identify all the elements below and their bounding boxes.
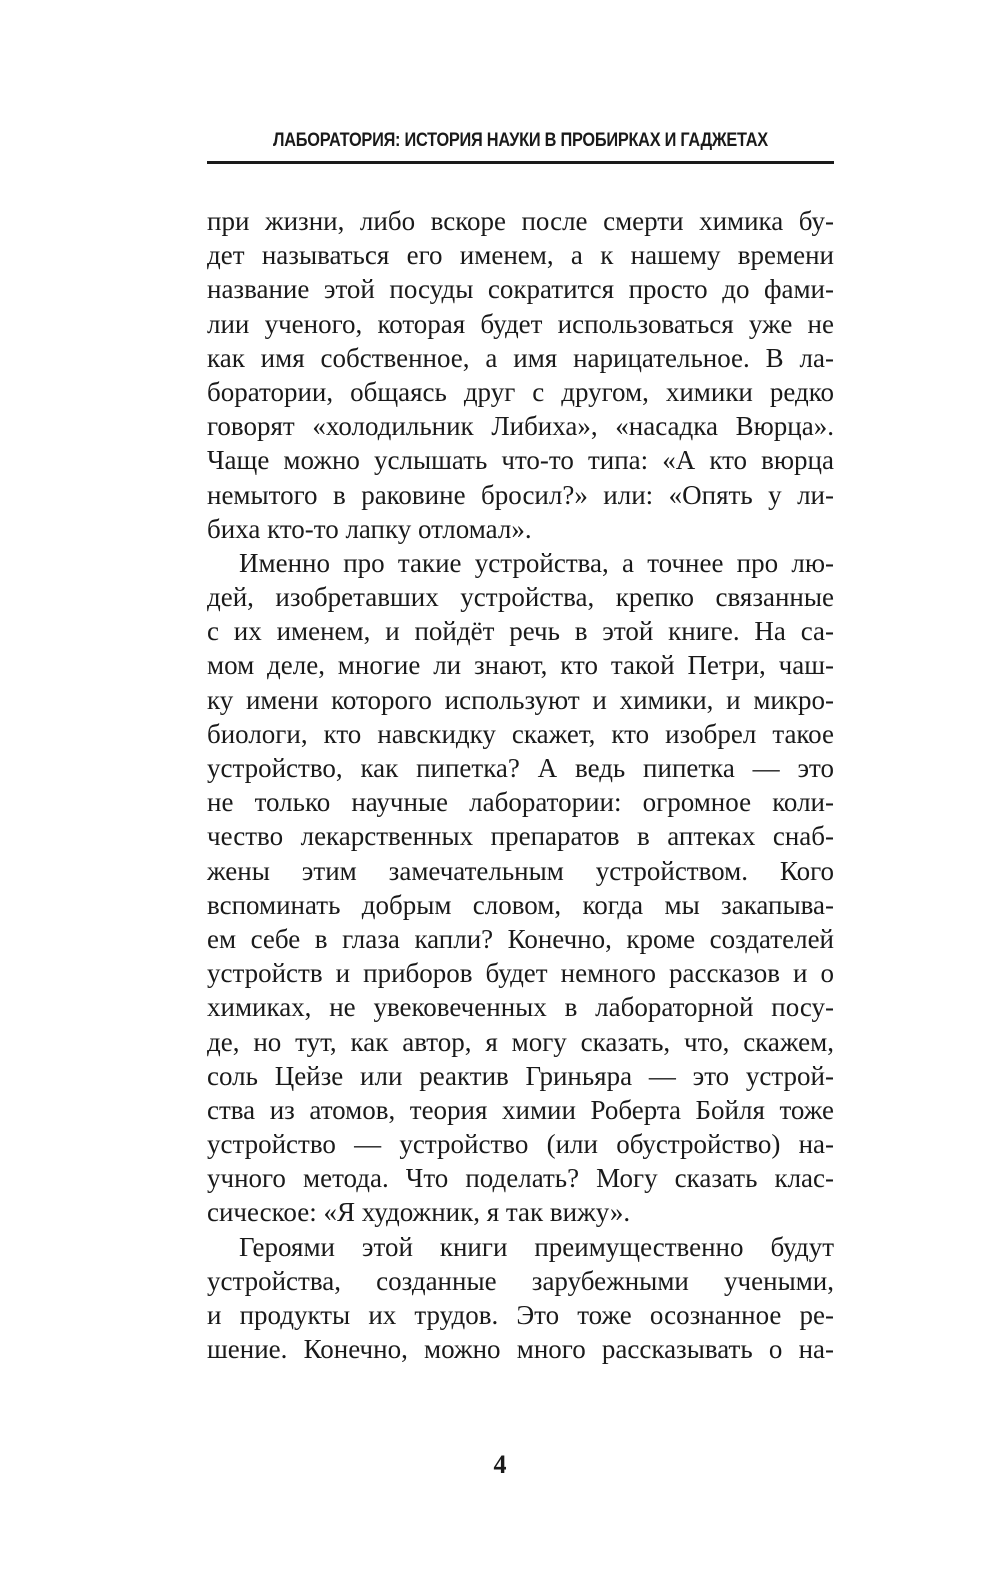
text-line: сическое: «Я художник, я так вижу». [207, 1197, 631, 1228]
text-line: Именно про такие устройства, а точнее про лю- [239, 547, 834, 578]
text-line: и продукты их трудов. Это тоже осознанное ре- [207, 1300, 834, 1330]
text-line: при жизни, либо вскоре после смерти химика бу- [207, 206, 834, 236]
text-line: устройств и приборов будет немного рассказов и о [207, 958, 834, 989]
text-line: немытого в раковине бросил?» или: «Опять у ли- [207, 479, 834, 510]
text-line: соль Цейзе или реактив Гриньяра — это устрой- [207, 1060, 834, 1091]
text-line: учного метода. Что поделать? Могу сказать клас- [207, 1163, 834, 1194]
text-line: шение. Конечно, можно много рассказывать о на- [207, 1334, 834, 1365]
text-line: ства из атомов, теория химии Роберта Бойля тоже [207, 1094, 834, 1125]
text-line: Героями этой книги преимущественно будут [239, 1231, 834, 1262]
text-line: устройства, созданные зарубежными учеными, [207, 1265, 834, 1296]
page-number: 4 [493, 1450, 507, 1479]
text-line: говорят «холодильник Либиха», «насадка Вюрца». [207, 411, 834, 442]
text-line: лии ученого, которая будет использоваться уже не [207, 308, 834, 339]
text-line: ем себе в глаза капли? Конечно, кроме создателей [207, 923, 834, 954]
header-rule [207, 161, 834, 164]
text-line: дей, изобретавших устройства, крепко связанные [207, 582, 834, 613]
text-line: Чаще можно услышать что-то типа: «А кто вюрца [207, 445, 834, 476]
text-line: ку имени которого используют и химики, и микро- [207, 684, 834, 715]
text-line: жены этим замечательным устройством. Кого [207, 855, 834, 886]
body-text [207, 204, 834, 1366]
text-line: устройство, как пипетка? А ведь пипетка — это [207, 753, 834, 783]
text-line: боратории, общаясь друг с другом, химики редко [207, 376, 834, 407]
text-line: химиках, не увековеченных в лабораторной посу- [207, 992, 834, 1023]
text-line: с их именем, и пойдёт речь в этой книге. На са- [207, 616, 834, 647]
text-line: дет называться его именем, а к нашему времени [207, 240, 834, 271]
text-line: биха кто-то лапку отломал». [207, 513, 532, 544]
text-line: не только научные лаборатории: огромное коли- [207, 787, 834, 818]
running-header: ЛАБОРАТОРИЯ: ИСТОРИЯ НАУКИ В ПРОБИРКАХ И ГАДЖЕТАХ [273, 130, 768, 151]
text-line: устройство — устройство (или обустройство) на- [207, 1129, 834, 1160]
text-line: как имя собственное, а имя нарицательное. В ла- [207, 342, 834, 373]
text-line: чество лекарственных препаратов в аптеках снаб- [207, 821, 834, 852]
text-line: название этой посуды сократится просто до фами- [207, 274, 834, 305]
text-line: биологи, кто навскидку скажет, кто изобрел такое [207, 718, 834, 749]
text-line: мом деле, многие ли знают, кто такой Петри, чаш- [207, 650, 834, 681]
text-line: де, но тут, как автор, я могу сказать, что, скажем, [207, 1026, 834, 1057]
text-line: вспоминать добрым словом, когда мы закапыва- [207, 889, 834, 920]
